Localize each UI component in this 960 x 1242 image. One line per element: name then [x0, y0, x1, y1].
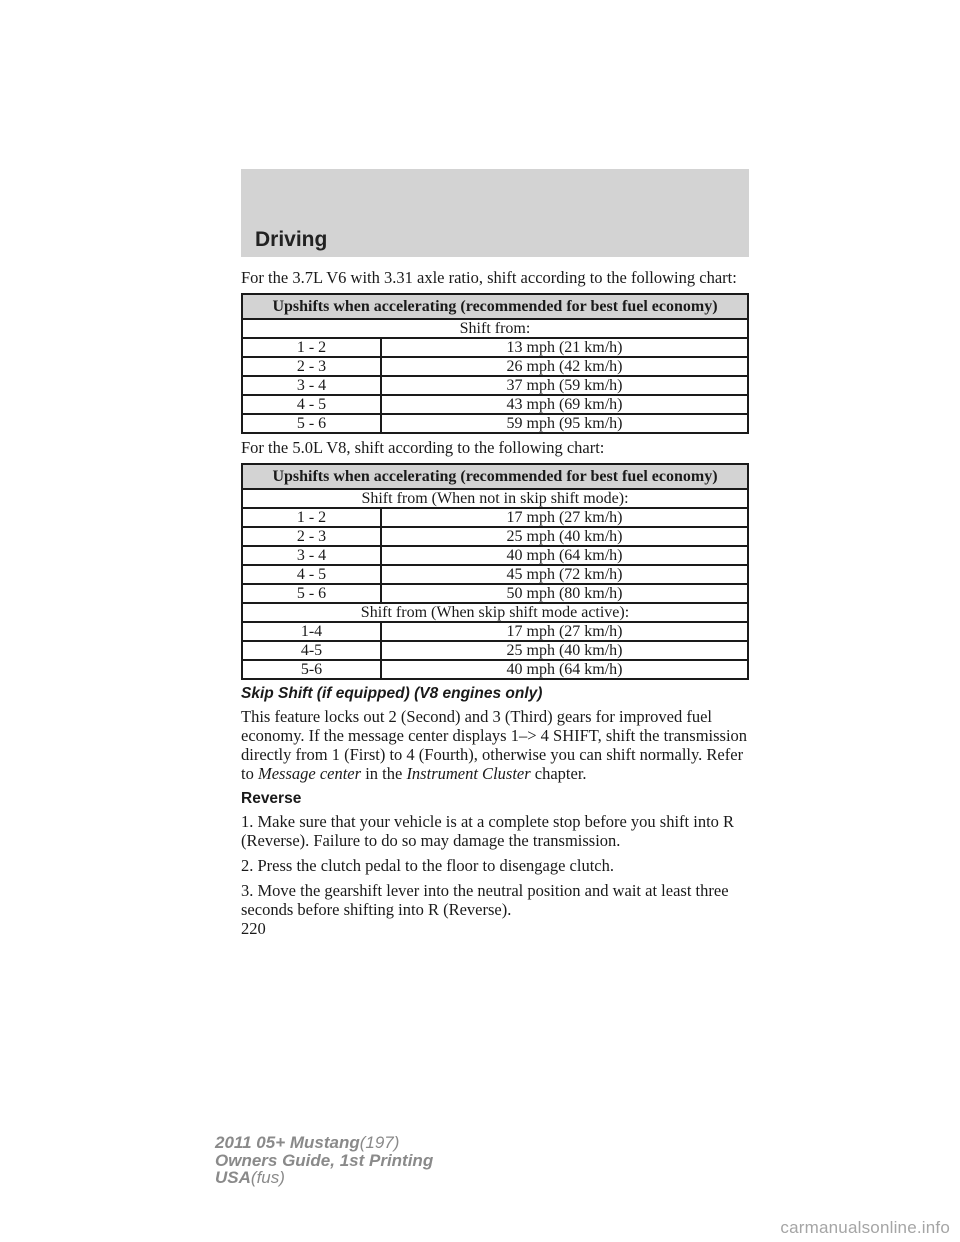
footer-model: 2011 05+ Mustang — [215, 1133, 360, 1152]
speed-cell: 25 mph (40 km/h) — [381, 527, 748, 546]
table-subheading: Shift from: — [242, 319, 748, 338]
table-row — [242, 508, 748, 527]
speed-cell: 13 mph (21 km/h) — [381, 338, 748, 357]
table-row — [242, 527, 748, 546]
table-row — [242, 565, 748, 584]
section-header-bar — [241, 169, 749, 257]
table-row — [242, 660, 748, 679]
table-row — [242, 395, 748, 414]
gear-cell: 1 - 2 — [242, 508, 381, 527]
message-center-reference: Message center — [257, 764, 362, 783]
page-number: 220 — [241, 919, 266, 938]
gear-cell: 1-4 — [242, 622, 381, 641]
table-row — [242, 357, 748, 376]
table-row — [242, 622, 748, 641]
gear-cell: 2 - 3 — [242, 357, 381, 376]
speed-cell: 45 mph (72 km/h) — [381, 565, 748, 584]
footer-guide: Owners Guide, 1st Printing — [215, 1150, 434, 1170]
reverse-step-1: 1. Make sure that your vehicle is at a complete stop before you shift into R (Reverse). Failure to do so may damage the transmission. — [241, 812, 735, 850]
skip-shift-heading: Skip Shift (if equipped) (V8 engines only) — [241, 685, 543, 702]
shift-table-v8 — [241, 463, 749, 680]
skip-shift-text — [241, 707, 749, 783]
table-row — [242, 546, 748, 565]
speed-cell: 26 mph (42 km/h) — [381, 357, 748, 376]
section-title: Driving — [255, 228, 328, 251]
instrument-cluster-reference: Instrument Cluster — [406, 764, 531, 783]
intro-v8-text: For the 5.0L V8, shift according to the following chart: — [241, 438, 605, 457]
table-row — [242, 584, 748, 603]
table-row — [242, 414, 748, 433]
gear-cell: 4 - 5 — [242, 565, 381, 584]
skip-shift-text-end: chapter. — [534, 764, 587, 783]
reverse-step-2: 2. Press the clutch pedal to the floor to disengage clutch. — [241, 856, 614, 875]
reverse-step-3: 3. Move the gearshift lever into the neutral position and wait at least three seconds before shifting into R (Reverse). — [241, 881, 729, 919]
site-watermark: carmanualsonline.info — [780, 1218, 950, 1237]
gear-cell: 5 - 6 — [242, 414, 381, 433]
intro-v6-text: For the 3.7L V6 with 3.31 axle ratio, shift according to the following chart: — [241, 268, 737, 287]
table-row — [242, 338, 748, 357]
gear-cell: 3 - 4 — [242, 376, 381, 395]
gear-cell: 1 - 2 — [242, 338, 381, 357]
speed-cell: 50 mph (80 km/h) — [381, 584, 748, 603]
gear-cell: 3 - 4 — [242, 546, 381, 565]
gear-cell: 5 - 6 — [242, 584, 381, 603]
speed-cell: 59 mph (95 km/h) — [381, 414, 748, 433]
table-row — [242, 376, 748, 395]
skip-shift-text-mid: in the — [365, 764, 403, 783]
gear-cell: 2 - 3 — [242, 527, 381, 546]
reverse-heading: Reverse — [241, 790, 302, 807]
speed-cell: 17 mph (27 km/h) — [381, 622, 748, 641]
table-subheading: Shift from (When skip shift mode active): — [242, 603, 748, 622]
skip-shift-text-main: This feature locks out 2 (Second) and 3 (Third) gears for improved fuel economy. If the message center displays 1–> 4 SHIFT, shift the transmission directly from 1 (First) to 4 (Fourth), otherwise you can shift normally. Refer to — [241, 707, 748, 783]
table-subheading: Shift from (When not in skip shift mode): — [242, 489, 748, 508]
footer-model-code: (197) — [359, 1133, 400, 1152]
speed-cell: 37 mph (59 km/h) — [381, 376, 748, 395]
table-heading: Upshifts when accelerating (recommended for best fuel economy) — [242, 294, 748, 319]
speed-cell: 40 mph (64 km/h) — [381, 660, 748, 679]
speed-cell: 43 mph (69 km/h) — [381, 395, 748, 414]
print-footer — [215, 1134, 433, 1187]
speed-cell: 25 mph (40 km/h) — [381, 641, 748, 660]
gear-cell: 4-5 — [242, 641, 381, 660]
gear-cell: 5-6 — [242, 660, 381, 679]
table-row — [242, 641, 748, 660]
page-content — [241, 268, 749, 938]
footer-region-code: (fus) — [250, 1168, 285, 1187]
footer-region: USA — [215, 1168, 251, 1187]
speed-cell: 40 mph (64 km/h) — [381, 546, 748, 565]
speed-cell: 17 mph (27 km/h) — [381, 508, 748, 527]
table-heading: Upshifts when accelerating (recommended for best fuel economy) — [242, 464, 748, 489]
shift-table-v6 — [241, 293, 749, 434]
gear-cell: 4 - 5 — [242, 395, 381, 414]
